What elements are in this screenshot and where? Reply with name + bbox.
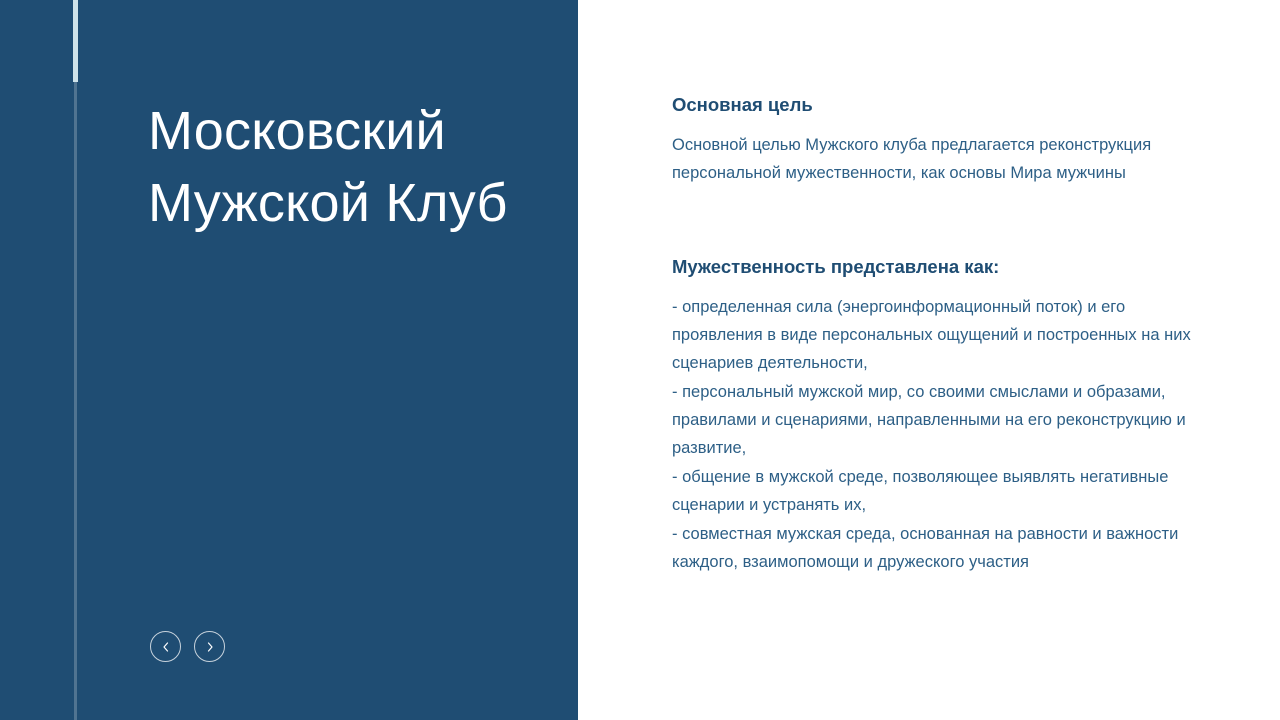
paragraph: - определенная сила (энергоинформационный поток) и его проявления в виде персональных ощущений и построенных на них сценариев деятельности, xyxy=(672,297,1191,373)
slide-navigation xyxy=(150,631,225,662)
section-body xyxy=(672,131,1208,188)
paragraph: - общение в мужской среде, позволяющее выявлять негативные сценарии и устранять их, xyxy=(672,467,1169,515)
vertical-rule-accent xyxy=(73,0,78,82)
content-panel xyxy=(578,0,1280,720)
vertical-rule xyxy=(74,0,77,720)
section-primary-goal xyxy=(672,92,1208,188)
chevron-right-icon xyxy=(205,641,215,653)
chevron-left-icon xyxy=(161,641,171,653)
next-slide-button[interactable] xyxy=(194,631,225,662)
section-masculinity xyxy=(672,254,1208,577)
paragraph: - совместная мужская среда, основанная на равности и важности каждого, взаимопомощи и дружеского участия xyxy=(672,524,1179,571)
section-heading: Мужественность представлена как: xyxy=(672,255,1000,277)
paragraph: Основной целью Мужского клуба предлагается реконструкция персональной мужественности, как основы Мира мужчины xyxy=(672,135,1152,183)
section-heading: Основная цель xyxy=(672,94,813,115)
paragraph: - персональный мужской мир, со своими смыслами и образами, правилами и сценариями, направленными на его реконструкцию и развитие, xyxy=(672,382,1186,458)
title-panel xyxy=(0,0,578,720)
prev-slide-button[interactable] xyxy=(150,631,181,662)
section-body xyxy=(672,293,1208,577)
page-title: Московский Мужской Клуб xyxy=(148,101,508,233)
